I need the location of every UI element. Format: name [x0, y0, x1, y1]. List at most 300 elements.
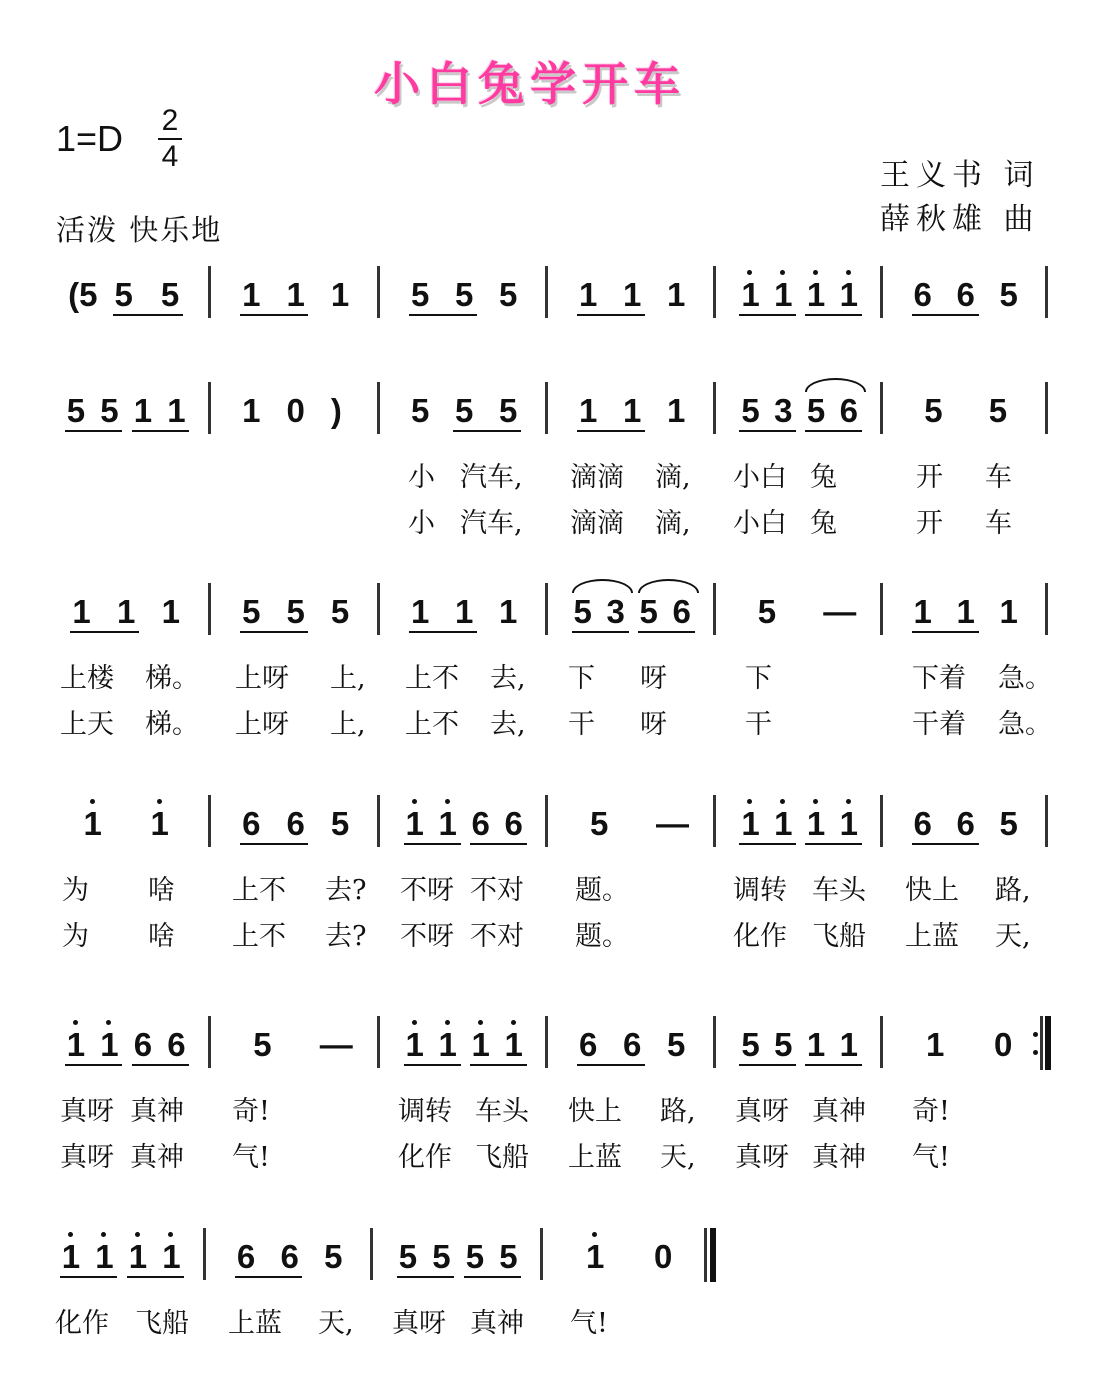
high-octave-dot: [101, 1232, 106, 1237]
note: 6: [579, 1026, 598, 1063]
note: 5: [741, 1026, 760, 1063]
high-octave-dot: [445, 1020, 450, 1025]
note: ): [330, 392, 342, 429]
note: (5: [68, 276, 98, 313]
beam-underline: [805, 1064, 862, 1066]
note: 1: [100, 1026, 119, 1063]
lyric-word: 干: [745, 709, 772, 740]
lyric-word: 开: [916, 508, 943, 539]
beam-underline: [739, 314, 796, 316]
note: 1: [61, 1238, 81, 1275]
barline: [713, 795, 716, 847]
lyric-word: 奇!: [232, 1096, 270, 1127]
lyric-word: 化作: [733, 921, 787, 952]
barline: [713, 1016, 716, 1068]
note: 1: [839, 276, 858, 313]
note: 5: [465, 1238, 485, 1275]
lyric-word: 滴滴: [570, 462, 624, 493]
note: 1: [504, 1026, 523, 1063]
note: 1: [150, 805, 169, 842]
lyric-word: 上蓝: [905, 921, 959, 952]
beam-underline: [470, 1064, 527, 1066]
note: 5: [757, 593, 777, 630]
beam-underline: [65, 1064, 123, 1066]
lyric-word: 啥: [148, 875, 175, 906]
note: 1: [162, 1238, 181, 1275]
lyric-word: 上天: [60, 709, 114, 740]
slur: [805, 378, 866, 392]
note: 5: [455, 392, 474, 429]
high-octave-dot: [68, 1232, 73, 1237]
barline: [377, 266, 380, 318]
repeat-thick-bar: [1045, 1016, 1051, 1070]
lyric-word: 梯。: [145, 709, 199, 740]
lyric-word: 小白: [733, 462, 787, 493]
note: 6: [504, 805, 523, 842]
beam-underline: [464, 1276, 522, 1278]
lyric-word: 不对: [470, 921, 524, 952]
high-octave-dot: [412, 1020, 417, 1025]
lyric-word: 啥: [148, 921, 175, 952]
beam-underline: [453, 430, 521, 432]
lyric-word: 车: [985, 462, 1012, 493]
note: —: [319, 1026, 353, 1063]
lyric-word: 题。: [575, 875, 629, 906]
note: 1: [128, 1238, 148, 1275]
barline: [208, 583, 211, 635]
high-octave-dot: [780, 270, 785, 275]
high-octave-dot: [747, 799, 752, 804]
note: 1: [623, 392, 642, 429]
lyric-word: 气!: [232, 1142, 270, 1173]
beam-underline: [912, 314, 979, 316]
note: 1: [405, 1026, 424, 1063]
lyric-word: 梯。: [145, 663, 199, 694]
beam-underline: [113, 314, 183, 316]
barline: [880, 583, 883, 635]
note: 1: [586, 1238, 605, 1275]
barline: [208, 382, 211, 434]
note: 1: [741, 276, 760, 313]
lyric-word: 车: [985, 508, 1012, 539]
lyric-word: 车头: [475, 1096, 529, 1127]
lyric-word: 调转: [733, 875, 787, 906]
note: 5: [590, 805, 609, 842]
note: 6: [167, 1026, 186, 1063]
high-octave-dot: [478, 1020, 483, 1025]
beam-underline: [805, 314, 862, 316]
lyric-word: 急。: [998, 709, 1052, 740]
note: 5: [999, 276, 1018, 313]
lyric-word: 真神: [812, 1096, 866, 1127]
barline: [545, 1016, 548, 1068]
note: 5: [253, 1026, 272, 1063]
lyric-word: 上呀: [235, 709, 289, 740]
note: 1: [117, 593, 136, 630]
barline: [1045, 382, 1048, 434]
note: 5: [432, 1238, 451, 1275]
note: 1: [499, 593, 518, 630]
note: 1: [286, 276, 305, 313]
lyric-word: 下着: [912, 663, 966, 694]
note: 0: [994, 1026, 1013, 1063]
lyric-word: 滴,: [655, 462, 691, 493]
note: 5: [411, 276, 430, 313]
lyric-word: 上不: [232, 921, 286, 952]
lyricist-credit: 王义书 词: [880, 158, 1040, 193]
lyric-word: 兔: [810, 508, 837, 539]
barline: [1045, 266, 1048, 318]
barline: [208, 1016, 211, 1068]
lyric-word: 开: [916, 462, 943, 493]
final-thick-bar: [710, 1228, 716, 1282]
lyric-word: 真神: [130, 1142, 184, 1173]
note: 1: [242, 392, 261, 429]
note: 1: [926, 1026, 945, 1063]
lyric-word: 天,: [995, 921, 1031, 952]
note: 1: [956, 593, 975, 630]
note: 5: [573, 593, 592, 630]
slur: [572, 579, 633, 593]
lyric-word: 飞船: [135, 1308, 189, 1339]
high-octave-dot: [846, 799, 851, 804]
final-thin-bar: [704, 1228, 707, 1282]
note: 6: [956, 276, 975, 313]
beam-underline: [65, 430, 123, 432]
beam-underline: [739, 843, 796, 845]
note: 1: [161, 593, 181, 630]
lyric-word: 调转: [398, 1096, 452, 1127]
beam-underline: [404, 843, 461, 845]
lyric-word: 真呀: [392, 1308, 446, 1339]
beam-underline: [240, 843, 308, 845]
high-octave-dot: [157, 799, 162, 804]
note: 5: [411, 392, 430, 429]
repeat-thin-bar: [1040, 1016, 1043, 1070]
lyric-word: 上呀: [235, 663, 289, 694]
beam-underline: [805, 430, 862, 432]
barline: [880, 266, 883, 318]
barline: [377, 795, 380, 847]
high-octave-dot: [813, 270, 818, 275]
note: 6: [672, 593, 691, 630]
barline: [208, 266, 211, 318]
beam-underline: [805, 843, 862, 845]
barline: [545, 266, 548, 318]
beam-underline: [127, 1276, 185, 1278]
lyric-word: 上,: [330, 663, 366, 694]
beam-underline: [132, 430, 190, 432]
high-octave-dot: [511, 1020, 516, 1025]
beam-underline: [470, 843, 527, 845]
note: 5: [988, 392, 1008, 429]
lyric-word: 干着: [912, 709, 966, 740]
lyric-word: 为: [62, 875, 89, 906]
lyric-word: 真呀: [60, 1096, 114, 1127]
note: 1: [72, 593, 91, 630]
lyric-word: 上楼: [60, 663, 114, 694]
note: 5: [455, 276, 474, 313]
beam-underline: [577, 314, 645, 316]
note: 1: [83, 805, 102, 842]
lyric-word: 真神: [130, 1096, 184, 1127]
note: 6: [133, 1026, 153, 1063]
lyric-word: 为: [62, 921, 89, 952]
barline: [1045, 795, 1048, 847]
lyric-word: 上蓝: [568, 1142, 622, 1173]
note: 1: [667, 392, 686, 429]
note: 5: [100, 392, 119, 429]
lyric-word: 小: [408, 462, 435, 493]
lyric-word: 去?: [325, 921, 367, 952]
note: 5: [806, 392, 826, 429]
high-octave-dot: [846, 270, 851, 275]
barline: [1045, 583, 1048, 635]
time-signature: [158, 106, 182, 172]
lyric-word: 化作: [398, 1142, 452, 1173]
note: 5: [114, 276, 133, 313]
barline: [713, 266, 716, 318]
lyric-word: 汽车,: [460, 508, 523, 539]
song-title: 小白兔学开车: [374, 57, 686, 111]
lyric-word: 去,: [490, 709, 526, 740]
note: 5: [330, 805, 350, 842]
note: 0: [286, 392, 305, 429]
time-numerator: 2: [161, 104, 179, 137]
note: 5: [330, 593, 350, 630]
note: 5: [499, 392, 518, 429]
lyric-word: 飞船: [475, 1142, 529, 1173]
lyric-word: 干: [568, 709, 595, 740]
note: 1: [133, 392, 153, 429]
note: 6: [286, 805, 305, 842]
lyric-word: 飞船: [812, 921, 866, 952]
note: 1: [242, 276, 261, 313]
lyric-word: 真呀: [735, 1096, 789, 1127]
lyric-word: 去?: [325, 875, 367, 906]
beam-underline: [235, 1276, 303, 1278]
barline: [377, 1016, 380, 1068]
lyric-word: 车头: [812, 875, 866, 906]
lyric-word: 上不: [405, 663, 459, 694]
note: 5: [242, 593, 261, 630]
beam-underline: [739, 1064, 796, 1066]
lyric-word: 天,: [660, 1142, 696, 1173]
beam-underline: [739, 430, 796, 432]
slur: [638, 579, 699, 593]
high-octave-dot: [813, 799, 818, 804]
lyric-word: 气!: [912, 1142, 950, 1173]
lyric-word: 奇!: [912, 1096, 950, 1127]
barline: [545, 382, 548, 434]
lyric-word: 真呀: [60, 1142, 114, 1173]
note: 1: [438, 1026, 457, 1063]
note: 5: [286, 593, 305, 630]
barline: [713, 583, 716, 635]
note: 1: [806, 805, 826, 842]
repeat-dot: [1033, 1032, 1038, 1037]
note: 1: [839, 805, 858, 842]
lyric-word: 汽车,: [460, 462, 523, 493]
note: 1: [66, 1026, 86, 1063]
lyric-word: 下: [745, 663, 772, 694]
composer-credit: 薛秋雄 曲: [880, 202, 1040, 237]
lyric-word: 小白: [733, 508, 787, 539]
high-octave-dot: [780, 799, 785, 804]
barline: [203, 1228, 206, 1280]
note: 5: [667, 1026, 686, 1063]
note: —: [656, 805, 689, 842]
note: 1: [806, 1026, 826, 1063]
note: 5: [499, 276, 518, 313]
note: —: [823, 593, 857, 630]
barline: [540, 1228, 543, 1280]
lyric-word: 真神: [812, 1142, 866, 1173]
note: 1: [839, 1026, 858, 1063]
beam-underline: [572, 631, 629, 633]
note: 6: [471, 805, 490, 842]
lyric-word: 不对: [470, 875, 524, 906]
note: 1: [741, 805, 760, 842]
lyric-word: 题。: [575, 921, 629, 952]
beam-underline: [638, 631, 695, 633]
note: 0: [654, 1238, 673, 1275]
beam-underline: [60, 1276, 118, 1278]
lyric-word: 兔: [810, 462, 837, 493]
note: 5: [924, 392, 943, 429]
note: 1: [405, 805, 424, 842]
barline: [377, 382, 380, 434]
note: 1: [806, 276, 826, 313]
lyric-word: 滴,: [655, 508, 691, 539]
high-octave-dot: [168, 1232, 173, 1237]
lyric-word: 不呀: [400, 921, 454, 952]
lyric-word: 上,: [330, 709, 366, 740]
tempo-marking: 活泼 快乐地: [56, 213, 223, 247]
high-octave-dot: [73, 1020, 78, 1025]
note: 1: [913, 593, 932, 630]
note: 1: [455, 593, 474, 630]
high-octave-dot: [106, 1020, 111, 1025]
lyric-word: 路,: [660, 1096, 696, 1127]
lyric-word: 快上: [905, 875, 959, 906]
note: 1: [95, 1238, 114, 1275]
note: 5: [499, 1238, 518, 1275]
note: 1: [438, 805, 457, 842]
beam-underline: [404, 1064, 461, 1066]
lyric-word: 小: [408, 508, 435, 539]
barline: [880, 795, 883, 847]
beam-underline: [577, 430, 645, 432]
note: 1: [411, 593, 430, 630]
note: 5: [999, 805, 1018, 842]
lyric-word: 去,: [490, 663, 526, 694]
beam-underline: [240, 314, 308, 316]
lyric-word: 急。: [998, 663, 1052, 694]
note: 1: [667, 276, 686, 313]
high-octave-dot: [592, 1232, 597, 1237]
note: 6: [839, 392, 858, 429]
lyric-word: 上蓝: [228, 1308, 282, 1339]
high-octave-dot: [135, 1232, 140, 1237]
time-denominator: 4: [161, 140, 179, 173]
note: 5: [324, 1238, 343, 1275]
note: 6: [913, 276, 932, 313]
high-octave-dot: [90, 799, 95, 804]
note: 1: [167, 392, 186, 429]
note: 6: [280, 1238, 299, 1275]
note: 6: [623, 1026, 642, 1063]
note: 6: [913, 805, 932, 842]
note: 3: [774, 392, 793, 429]
high-octave-dot: [412, 799, 417, 804]
note: 3: [606, 593, 625, 630]
note: 5: [741, 392, 760, 429]
lyric-word: 呀: [640, 663, 667, 694]
beam-underline: [409, 631, 477, 633]
lyric-word: 化作: [55, 1308, 109, 1339]
key-signature: 1=D: [56, 118, 124, 159]
note: 6: [242, 805, 261, 842]
lyric-word: 气!: [570, 1308, 608, 1339]
high-octave-dot: [445, 799, 450, 804]
note: 5: [639, 593, 658, 630]
note: 5: [66, 392, 86, 429]
note: 6: [956, 805, 975, 842]
note: 1: [471, 1026, 490, 1063]
note: 1: [774, 276, 793, 313]
note: 1: [579, 392, 598, 429]
barline: [370, 1228, 373, 1280]
note: 5: [160, 276, 180, 313]
beam-underline: [70, 631, 139, 633]
note: 1: [579, 276, 598, 313]
beam-underline: [397, 1276, 455, 1278]
lyric-word: 上不: [232, 875, 286, 906]
lyric-word: 滴滴: [570, 508, 624, 539]
lyric-word: 路,: [995, 875, 1031, 906]
note: 5: [398, 1238, 418, 1275]
barline: [713, 382, 716, 434]
note: 1: [330, 276, 350, 313]
barline: [880, 382, 883, 434]
beam-underline: [577, 1064, 645, 1066]
barline: [208, 795, 211, 847]
lyric-word: 真呀: [735, 1142, 789, 1173]
lyric-word: 上不: [405, 709, 459, 740]
lyric-word: 快上: [568, 1096, 622, 1127]
note: 6: [236, 1238, 256, 1275]
beam-underline: [240, 631, 308, 633]
lyric-word: 下: [568, 663, 595, 694]
beam-underline: [912, 631, 979, 633]
lyric-word: 呀: [640, 709, 667, 740]
barline: [545, 795, 548, 847]
note: 5: [774, 1026, 793, 1063]
note: 1: [774, 805, 793, 842]
beam-underline: [912, 843, 979, 845]
barline: [880, 1016, 883, 1068]
repeat-dot: [1033, 1050, 1038, 1055]
beam-underline: [132, 1064, 190, 1066]
note: 1: [623, 276, 642, 313]
lyric-word: 真神: [470, 1308, 524, 1339]
barline: [545, 583, 548, 635]
beam-underline: [409, 314, 477, 316]
lyric-word: 不呀: [400, 875, 454, 906]
lyric-word: 天,: [318, 1308, 354, 1339]
barline: [377, 583, 380, 635]
